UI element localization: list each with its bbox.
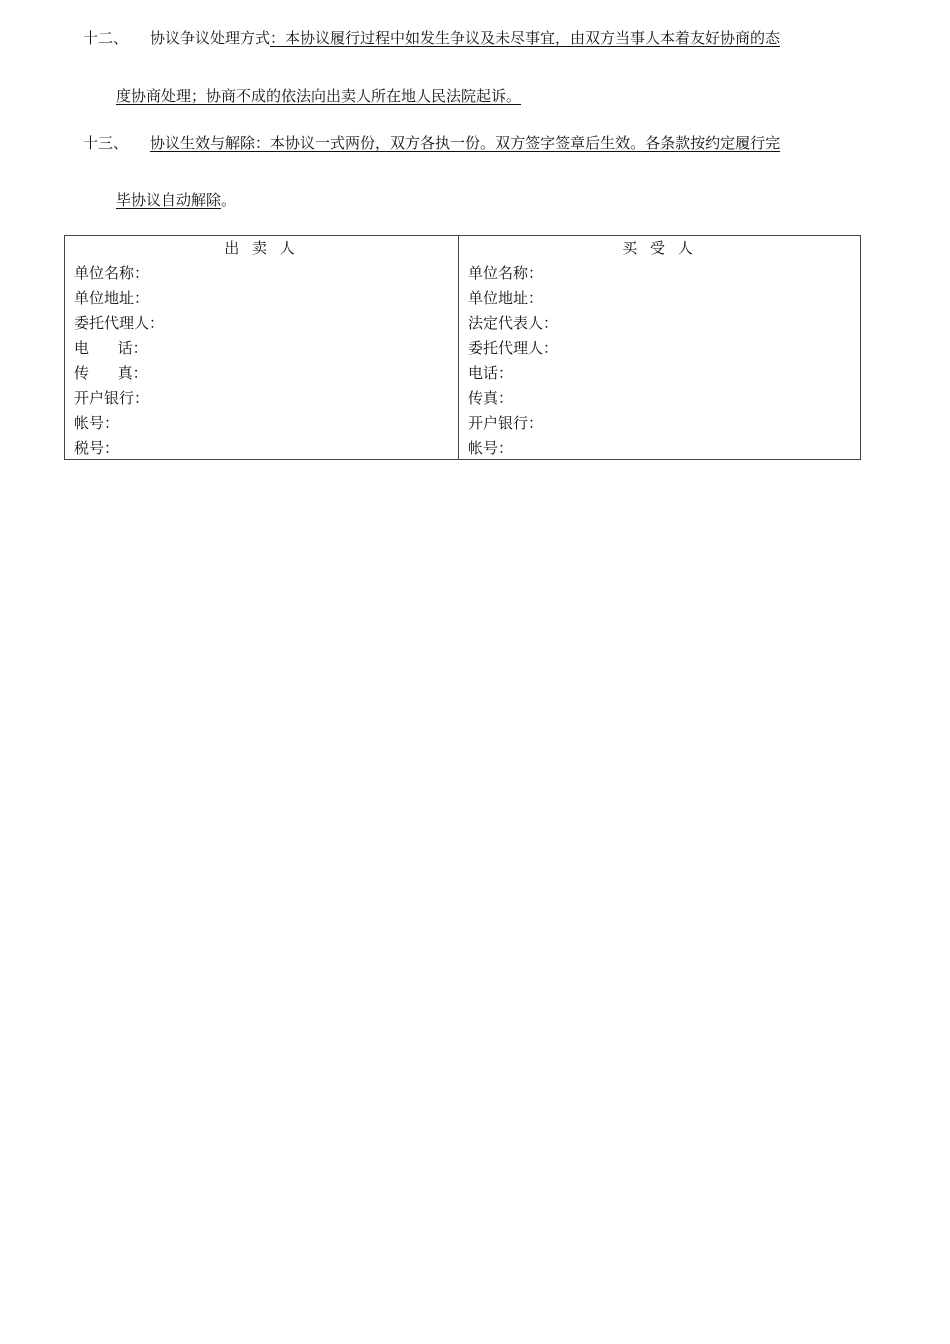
- clause-number: 十二、: [83, 29, 129, 47]
- clause-text-termination: 毕协议自动解除: [116, 191, 222, 209]
- seller-column: [65, 236, 459, 459]
- seller-field-account: 帐号：: [74, 414, 120, 432]
- buyer-field-legal-rep: 法定代表人：: [468, 314, 559, 332]
- buyer-field-phone: 电话：: [468, 364, 514, 382]
- buyer-field-company-address: 单位地址：: [468, 289, 544, 307]
- clause-line-2: [116, 190, 236, 210]
- seller-field-phone: 电 话：: [74, 339, 148, 357]
- clause-text: ：本协议履行过程中如发生争议及未尽事宜，由双方当事人本着友好协商的态: [270, 29, 781, 47]
- clause-number: 十三、: [83, 134, 129, 152]
- clause-text-copies: 两: [345, 134, 361, 152]
- clause-title: 协议生效与解除: [150, 134, 256, 152]
- parties-table: [64, 235, 861, 460]
- clause-line-2: 度协商处理；协商不成的依法向出卖人所在地人民法院起诉。: [116, 87, 522, 105]
- clause-text-effect: 双方签字签章后生效。各条款按约定履行完: [495, 134, 781, 152]
- buyer-field-account: 帐号：: [468, 439, 514, 457]
- seller-field-agent: 委托代理人：: [74, 314, 165, 332]
- seller-header: 出 卖 人: [224, 239, 299, 257]
- clause-text: 份，双方各执一份。: [360, 134, 496, 152]
- buyer-header: 买 受 人: [622, 239, 697, 257]
- seller-field-tax-id: 税号：: [74, 439, 120, 457]
- clause-line-1: [150, 28, 780, 48]
- seller-field-bank: 开户银行：: [74, 389, 150, 407]
- buyer-field-agent: 委托代理人：: [468, 339, 559, 357]
- buyer-field-company-name: 单位名称：: [468, 264, 544, 282]
- buyer-field-bank: 开户银行：: [468, 414, 544, 432]
- buyer-column: [459, 236, 860, 459]
- clause-text: ：本协议一式: [255, 134, 346, 152]
- clause-text: 。: [221, 191, 237, 209]
- seller-field-company-name: 单位名称：: [74, 264, 150, 282]
- clause-line-1: [150, 133, 780, 153]
- buyer-field-fax: 传真：: [468, 389, 514, 407]
- seller-field-fax: 传 真：: [74, 364, 148, 382]
- clause-title: 协议争议处理方式: [150, 29, 271, 47]
- seller-field-company-address: 单位地址：: [74, 289, 150, 307]
